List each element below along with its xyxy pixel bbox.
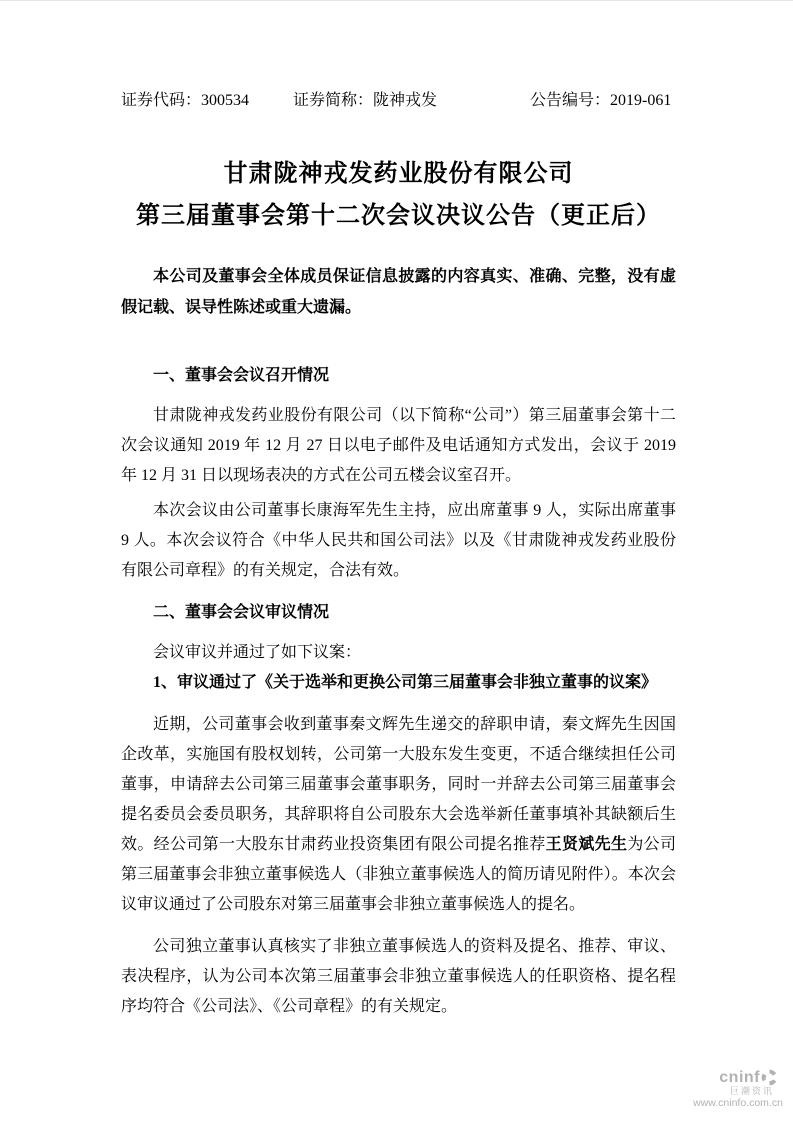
stock-name: 证券简称：陇神戎发 <box>293 92 438 109</box>
section2-paragraph-1 <box>121 710 676 920</box>
document-header <box>121 91 676 111</box>
cninfo-watermark <box>688 1069 788 1110</box>
section2-heading: 二、董事会会议审议情况 <box>153 604 330 621</box>
disclaimer-statement: 本公司及董事会全体成员保证信息披露的内容真实、准确、完整，没有虚假记载、误导性陈述或重大遗漏。 <box>121 268 676 316</box>
section1-paragraph-2: 本次会议由公司董事长康海军先生主持，应出席董事 9 人，实际出席董事 9 人。本次会议符合《中华人民共和国公司法》以及《甘肃陇神戎发药业股份有限公司章程》的有关规定，合法有效。 <box>121 502 676 579</box>
document-title <box>121 153 676 237</box>
cninfo-swirl-icon <box>761 1069 778 1086</box>
section2-paragraph-2: 公司独立董事认真核实了非独立董事候选人的资料及提名、推荐、审议、表决程序，认为公司本次第三届董事会非独立董事候选人的任职资格、提名程序均符合《公司法》、《公司章程》的有关规定。 <box>121 938 676 1015</box>
page-content <box>0 91 793 1022</box>
resolution-item-1-heading: 1、审议通过了《关于选举和更换公司第三届董事会非独立董事的议案》 <box>153 674 658 691</box>
section1-heading: 一、董事会会议召开情况 <box>153 367 330 384</box>
cninfo-url: www.cninfo.com.cn <box>693 1097 783 1109</box>
resignation-text: 近期，公司董事会收到董事秦文辉先生递交的辞职申请，秦文辉先生因国企改革，实施国有股权划转，公司第一大股东发生变更，不适合继续担任公司董事，申请辞去公司第三届董事会董事职务，同时一并辞去公司第三届董事会提名委员会委员职务，其辞职将自公司股东大会选举新任董事填补其缺额后生效。经公司第一大股东甘肃药业投资集团有限公司提名推荐 <box>121 716 676 853</box>
title-line-1: 甘肃陇神戎发药业股份有限公司 <box>223 161 574 187</box>
announcement-number: 公告编号：2019-061 <box>530 92 672 109</box>
section1-paragraph-1: 甘肃陇神戎发药业股份有限公司（以下简称“公司”）第三届董事会第十二次会议通知 2019 年 12 月 27 日以电子邮件及电话通知方式发出，会议于 2019 年 12 月 31 日以现场表决的方式在公司五楼会议室召开。 <box>121 407 676 484</box>
section2-intro: 会议审议并通过了如下议案： <box>153 644 362 661</box>
stock-code: 证券代码：300534 <box>121 92 250 109</box>
nomination-text: 为公司第三届董事会非独立董事候选人（非独立董事候选人的简历请见附件）。本次会议审议通过了公司股东对第三届董事会非独立董事候选人的提名。 <box>121 836 676 913</box>
nominee-name: 王贤斌先生 <box>545 836 628 853</box>
cninfo-brand-text: cninf <box>719 1068 760 1086</box>
title-line-2: 第三届董事会第十二次会议决议公告（更正后） <box>136 203 661 229</box>
cninfo-brand-row <box>688 1069 788 1086</box>
cninfo-chinese-name: 巨潮资讯 <box>729 1086 774 1096</box>
